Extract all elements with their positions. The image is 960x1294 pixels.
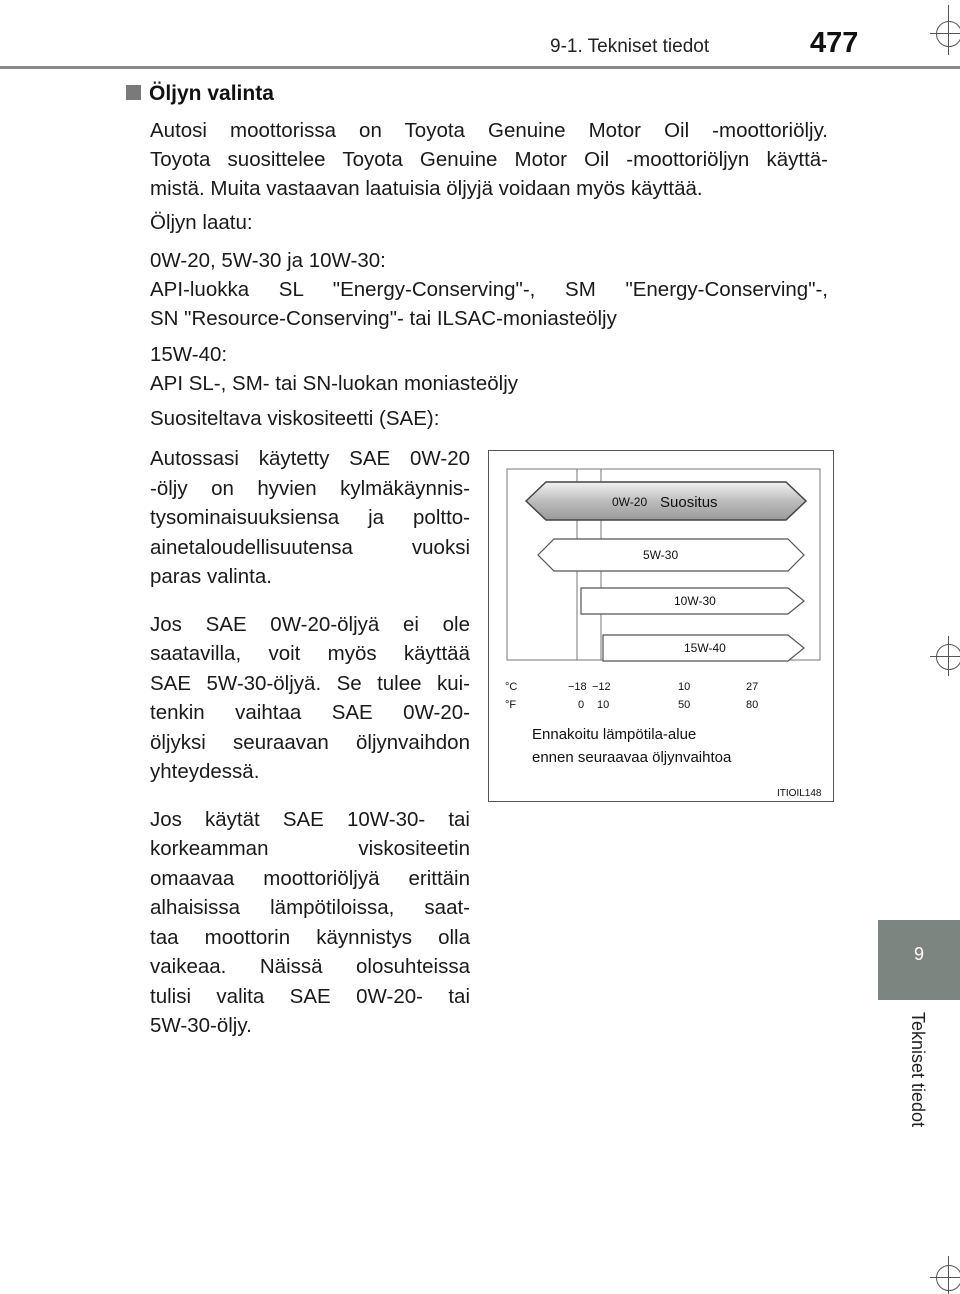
column-line: Autossasi käytetty SAE 0W-20: [150, 447, 470, 470]
bar-0w20-recommended-label: Suositus: [659, 493, 718, 511]
square-bullet-icon: [126, 85, 141, 100]
viscosity-text-column: [150, 444, 470, 1059]
section-heading: [126, 82, 274, 106]
viscosity-paragraph-3: [150, 805, 470, 1041]
column-line: SAE 5W-30-öljyä. Se tulee kui-: [150, 671, 470, 695]
section-title: 9-1. Tekniset tiedot: [550, 36, 710, 57]
viscosity-paragraph-1: [150, 444, 470, 592]
fahrenheit-unit: °F: [504, 698, 516, 711]
page-number: 477: [810, 27, 859, 59]
crop-mark-bottom-circle: [936, 1265, 960, 1291]
celsius-unit: °C: [504, 680, 517, 693]
column-line: Jos käytät SAE 10W-30- tai: [150, 807, 470, 831]
column-line: tulisi valita SAE 0W-20- tai: [150, 984, 470, 1008]
column-line: 5W-30-öljy.: [150, 1014, 252, 1037]
fahrenheit-tick: 0: [577, 698, 584, 711]
intro-line: Autosi moottorissa on Toyota Genuine Motor Oil -moottoriöljy.: [150, 119, 828, 142]
intro-paragraph: [150, 116, 828, 203]
celsius-tick: 10: [677, 680, 690, 693]
viscosity-diagram: [488, 450, 834, 802]
column-line: tenkin vaihtaa SAE 0W-20-: [150, 701, 470, 724]
celsius-tick: 27: [745, 680, 758, 693]
celsius-tick: −18: [567, 680, 587, 693]
fahrenheit-tick: 80: [745, 698, 758, 711]
section-heading-text: Öljyn valinta: [149, 82, 274, 105]
figure-caption-line: Ennakoitu lämpötila-alue: [531, 725, 696, 743]
quality-line: API SL-, SM- tai SN-luokan moniasteöljy: [150, 372, 518, 395]
quality-line: API-luokka SL "Energy-Conserving"-, SM "Energy-Conserving"-,: [150, 278, 828, 301]
celsius-tick: −12: [591, 680, 611, 693]
column-line: saatavilla, voit myös käyttää: [150, 642, 470, 665]
intro-line: Toyota suosittelee Toyota Genuine Motor Oil -moottoriöljyn käyttä-: [150, 148, 828, 171]
quality-paragraph-1: [150, 246, 828, 333]
viscosity-label: Suositeltava viskositeetti (SAE):: [150, 407, 440, 430]
column-line: alhaisissa lämpötiloissa, saat-: [150, 896, 470, 919]
crop-mark-mid-circle: [936, 644, 960, 670]
chapter-tab-number: 9: [878, 920, 960, 1000]
column-line: öljyksi seuraavan öljynvaihdon: [150, 730, 470, 754]
column-line: paras valinta.: [150, 565, 272, 588]
column-line: omaavaa moottoriöljyä erittäin: [150, 866, 470, 890]
column-line: korkeamman viskositeetin: [150, 837, 470, 860]
chapter-tab-title-text: Tekniset tiedot: [908, 1012, 928, 1128]
figure-code: ITIOIL148: [776, 787, 821, 799]
quality-label: Öljyn laatu:: [150, 211, 253, 234]
viscosity-figure: [488, 450, 834, 802]
bar-5w30-label: 5W-30: [642, 547, 678, 562]
fahrenheit-tick: 10: [596, 698, 609, 711]
quality-line: 15W-40:: [150, 343, 228, 366]
column-line: -öljy on hyvien kylmäkäynnis-: [150, 476, 470, 500]
bar-0w20-label: 0W-20: [611, 494, 647, 509]
chapter-tab-title: [878, 1000, 960, 1160]
viscosity-paragraph-2: [150, 610, 470, 787]
quality-line: 0W-20, 5W-30 ja 10W-30:: [150, 249, 386, 272]
bar-10w30-label: 10W-30: [673, 593, 716, 608]
column-line: Jos SAE 0W-20-öljyä ei ole: [150, 612, 470, 636]
column-line: ainetaloudellisuutensa vuoksi: [150, 535, 470, 559]
fahrenheit-tick: 50: [677, 698, 690, 711]
column-line: yhteydessä.: [150, 760, 260, 783]
intro-line: mistä. Muita vastaavan laatuisia öljyjä voidaan myös käyttää.: [150, 177, 703, 200]
column-line: tysominaisuuksiensa ja poltto-: [150, 506, 470, 529]
column-line: vaikeaa. Näissä olosuhteissa: [150, 955, 470, 978]
crop-mark-top-circle: [936, 21, 960, 47]
quality-line: SN "Resource-Conserving"- tai ILSAC-moniasteöljy: [150, 307, 617, 330]
column-line: taa moottorin käynnistys olla: [150, 925, 470, 949]
quality-paragraph-2: [150, 340, 518, 398]
figure-caption-line: ennen seuraavaa öljynvaihtoa: [531, 748, 731, 766]
header-rule: [0, 66, 960, 69]
bar-15w40-label: 15W-40: [683, 640, 726, 655]
